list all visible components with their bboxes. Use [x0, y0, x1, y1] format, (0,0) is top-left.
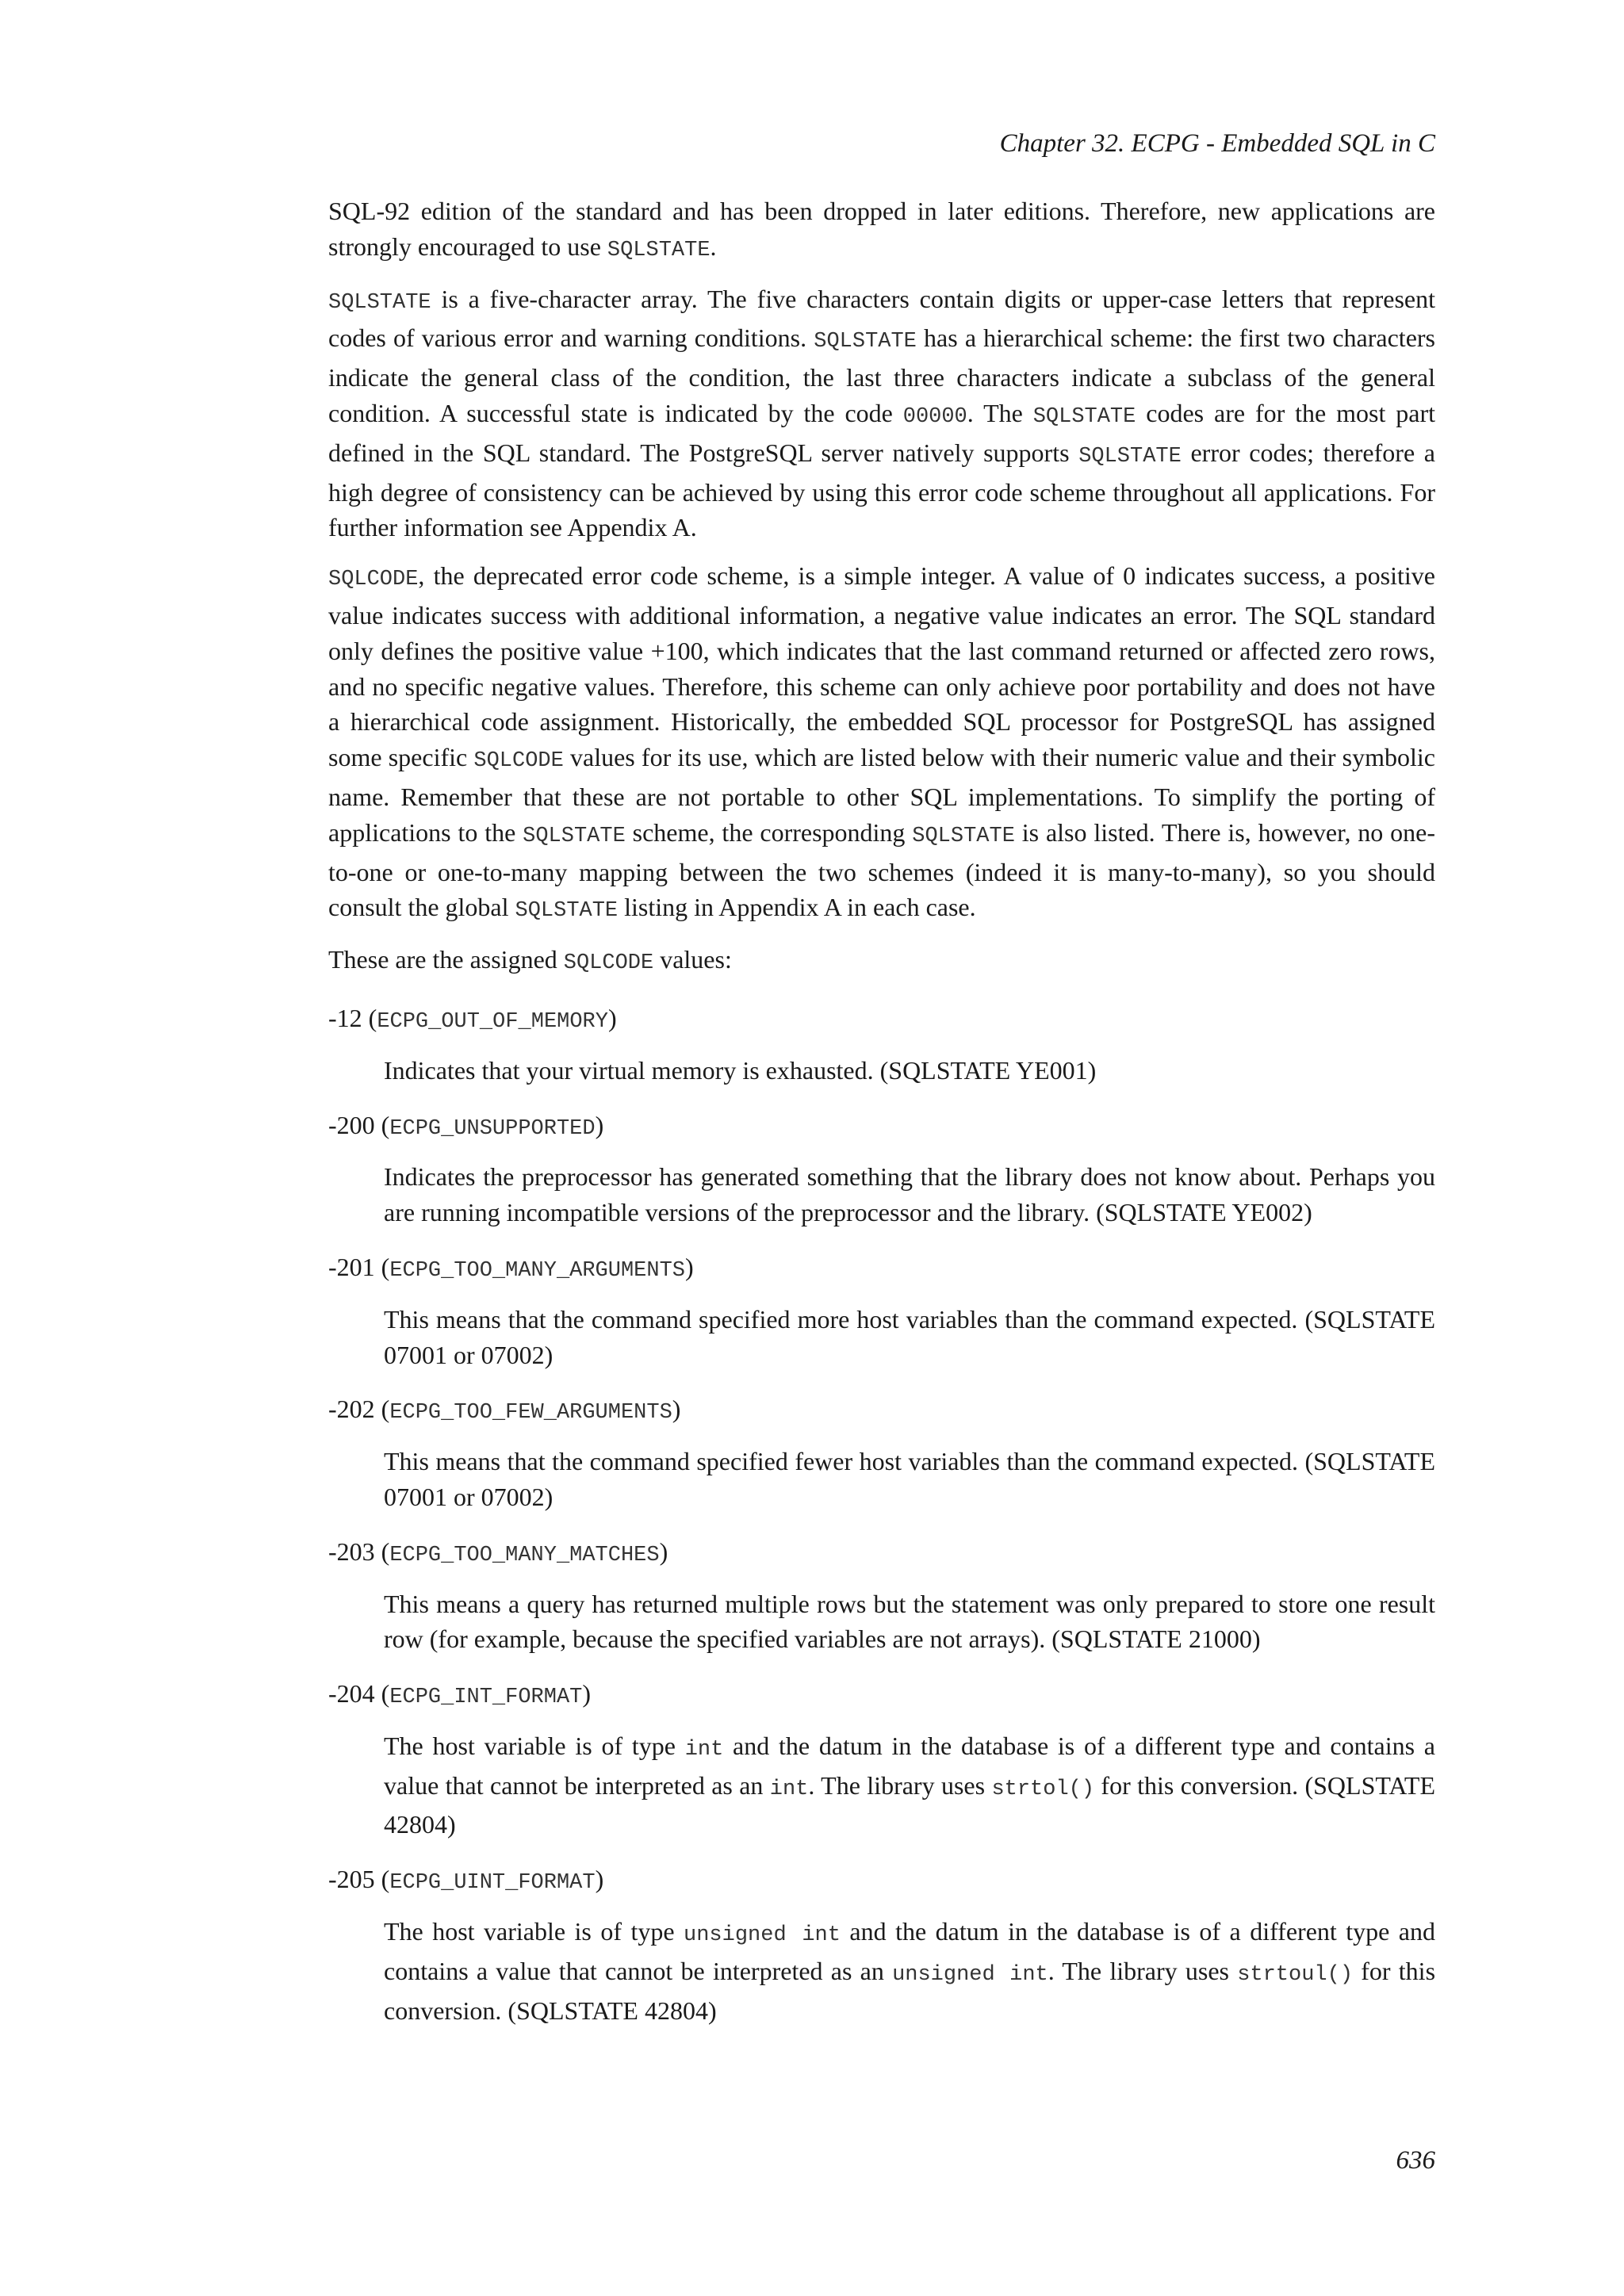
- sqlcode-description: This means that the command specified more host variables than the command expected. (SQLSTATE 07001 or 07002): [384, 1304, 1435, 1369]
- inline-code: SQLSTATE: [328, 290, 431, 315]
- sqlcode-term: -204 (ECPG_INT_FORMAT): [328, 1679, 592, 1710]
- sqlcode-number: -201: [328, 1252, 375, 1281]
- inline-code: strtoul(): [1237, 1962, 1354, 1987]
- sqlcode-entry: [328, 1108, 1435, 1230]
- sqlcode-symbol: ECPG_INT_FORMAT: [389, 1686, 583, 1710]
- sqlcode-number: -203: [328, 1536, 375, 1566]
- inline-code: int: [769, 1777, 809, 1801]
- inline-code: SQLSTATE: [515, 899, 619, 924]
- sqlcode-symbol: ECPG_TOO_FEW_ARGUMENTS: [389, 1401, 672, 1425]
- paragraph-sqlcode-description: SQLCODE, the deprecated error code scheme, is a simple integer. A value of 0 indicates success, a positive value indicates success with additional information, a negative value indicates an error. The SQL standard only defines the positive value +100, which indicates that the last command returned or affected zero rows, and no specific negative values. Therefore, this scheme can only achieve poor portability and does not have a hierarchical code assignment. Historically, the embedded SQL processor for PostgreSQL has assigned some specific SQLCODE values for its use, which are listed below with their numeric value and their symbolic name. Remember that these are not portable to other SQL implementations. To simplify the porting of applications to the SQLSTATE scheme, the corresponding SQLSTATE is also listed. There is, however, no one-to-one or one-to-many mapping between the two schemes (indeed it is many-to-many), so you should consult the global SQLSTATE listing in Appendix A in each case.: [328, 561, 1436, 924]
- inline-code: SQLSTATE: [523, 824, 626, 848]
- inline-code: strtol(): [991, 1777, 1095, 1801]
- sqlcode-description: This means a query has returned multiple rows but the statement was only prepared to store one result row (for example, because the specified variables are not arrays). (SQLSTATE 21000): [384, 1589, 1435, 1654]
- sqlcode-entry: [328, 1391, 1435, 1514]
- paragraph-sqlstate-description: SQLSTATE is a five-character array. The five characters contain digits or upper-case letters that represent codes of various error and warning conditions. SQLSTATE has a hierarchical scheme: the first two characters indicate the general class of the condition, the last three characters indicate a subclass of the general condition. A successful state is indicated by the code 00000. The SQLSTATE codes are for the most part defined in the SQL standard. The PostgreSQL server natively supports SQLSTATE error codes; therefore a high degree of consistency can be achieved by using this error code scheme throughout all applications. For further information see Appendix A.: [328, 284, 1436, 542]
- sqlcode-description: The host variable is of type int and the datum in the database is of a different type and contains a value that cannot be interpreted as an int. The library uses strtol() for this conversion. (SQLSTATE 42804): [384, 1731, 1436, 1839]
- sqlcode-description: Indicates that your virtual memory is exhausted. (SQLSTATE YE001): [384, 1055, 1097, 1085]
- inline-code: 00000: [902, 404, 967, 429]
- sqlcode-number: -204: [328, 1679, 375, 1709]
- sqlcode-term: -203 (ECPG_TOO_MANY_MATCHES): [328, 1536, 668, 1567]
- paragraph-assigned-values-intro: These are the assigned SQLCODE values:: [328, 945, 732, 976]
- sqlcode-entry: [328, 1249, 1435, 1372]
- document-page: [328, 0, 1435, 2296]
- sqlcode-symbol: ECPG_TOO_MANY_ARGUMENTS: [389, 1258, 685, 1283]
- inline-code: SQLSTATE: [1032, 404, 1136, 429]
- sqlcode-number: -205: [328, 1865, 375, 1894]
- page-number: 636: [1396, 2146, 1435, 2175]
- inline-code: unsigned int: [892, 1962, 1048, 1987]
- sqlcode-entry: [328, 1676, 1435, 1843]
- inline-code: SQLCODE: [473, 749, 564, 774]
- sqlcode-term: -201 (ECPG_TOO_MANY_ARGUMENTS): [328, 1252, 694, 1283]
- inline-code: SQLCODE: [563, 951, 654, 976]
- sqlcode-description: This means that the command specified fewer host variables than the command expected. (SQLSTATE 07001 or 07002): [384, 1447, 1435, 1511]
- inline-code: SQLSTATE: [607, 238, 710, 262]
- inline-code: SQLCODE: [328, 568, 419, 592]
- sqlcode-description: The host variable is of type unsigned int and the datum in the database is of a different type and contains a value that cannot be interpreted as an unsigned int. The library uses strtoul() for this conversion. (SQLSTATE 42804): [384, 1917, 1436, 2025]
- sqlcode-number: -200: [328, 1110, 375, 1139]
- inline-code: unsigned int: [684, 1923, 841, 1948]
- inline-code: SQLSTATE: [1078, 444, 1182, 469]
- sqlcode-term: -202 (ECPG_TOO_FEW_ARGUMENTS): [328, 1395, 681, 1425]
- sqlcode-term: -200 (ECPG_UNSUPPORTED): [328, 1110, 604, 1141]
- page-body: [328, 193, 1435, 2036]
- running-header: Chapter 32. ECPG - Embedded SQL in C: [999, 129, 1435, 158]
- sqlcode-entry: [328, 1862, 1435, 2028]
- sqlcode-number: -12: [328, 1003, 362, 1032]
- sqlcode-number: -202: [328, 1395, 375, 1424]
- paragraph-sqlstate-recommendation: SQL-92 edition of the standard and has been dropped in later editions. Therefore, new applications are strongly encouraged to use SQLSTATE.: [328, 197, 1435, 262]
- inline-code: int: [684, 1737, 724, 1762]
- sqlcode-list: [328, 1001, 1435, 2029]
- sqlcode-symbol: ECPG_UINT_FORMAT: [389, 1871, 596, 1896]
- sqlcode-term: -12 (ECPG_OUT_OF_MEMORY): [328, 1003, 617, 1034]
- sqlcode-symbol: ECPG_OUT_OF_MEMORY: [377, 1009, 608, 1034]
- sqlcode-term: -205 (ECPG_UINT_FORMAT): [328, 1865, 604, 1896]
- sqlcode-entry: [328, 1534, 1435, 1657]
- sqlcode-description: Indicates the preprocessor has generated something that the library does not know about. Perhaps you are running incompatible versions of the preprocessor and the library. (SQLSTATE YE002): [384, 1162, 1435, 1227]
- inline-code: SQLSTATE: [912, 824, 1015, 848]
- sqlcode-entry: [328, 1001, 1435, 1089]
- inline-code: SQLSTATE: [814, 330, 917, 354]
- sqlcode-symbol: ECPG_UNSUPPORTED: [389, 1116, 596, 1141]
- sqlcode-symbol: ECPG_TOO_MANY_MATCHES: [389, 1543, 660, 1567]
